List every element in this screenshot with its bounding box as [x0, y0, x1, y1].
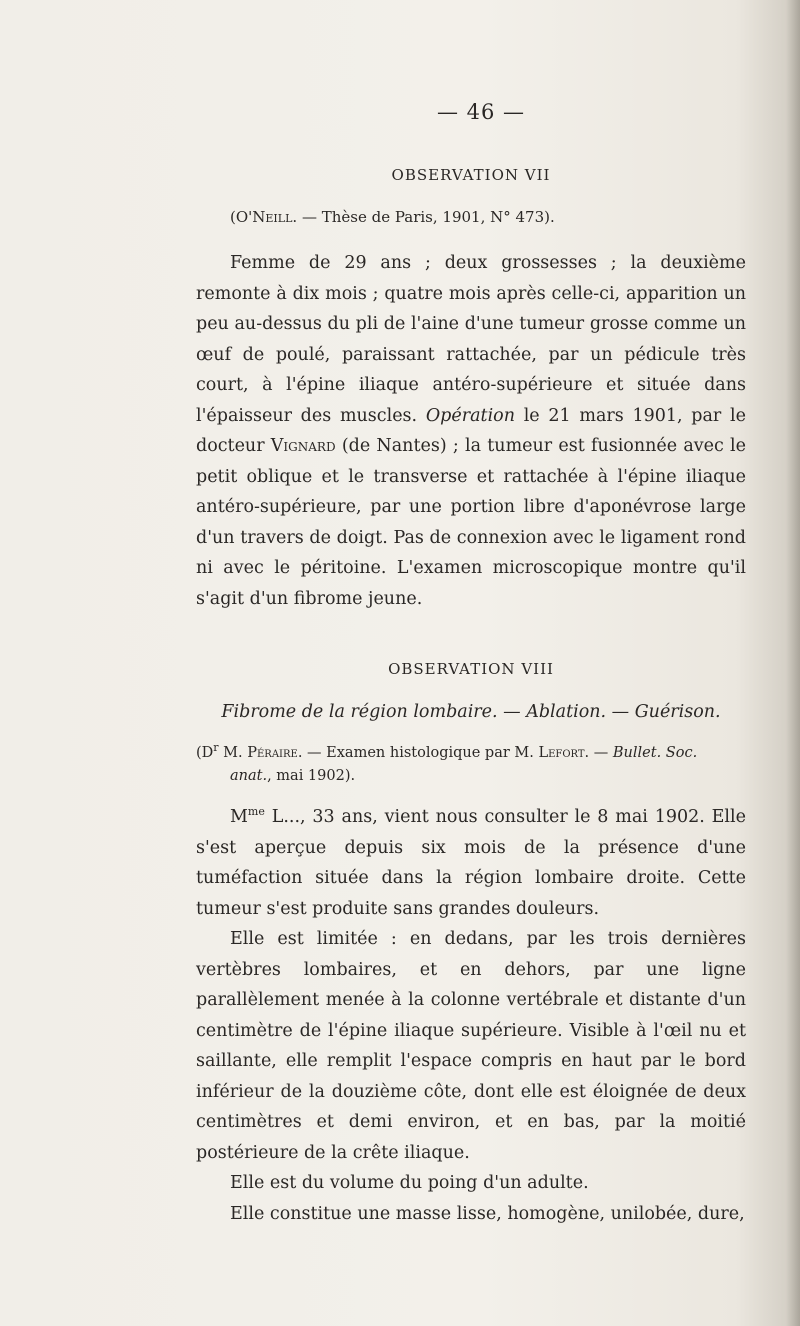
- observation-8-paragraph-1: [196, 802, 746, 924]
- observation-7-paragraph: [196, 248, 746, 614]
- ref-continuation: [196, 765, 746, 788]
- ref-name-1: M.: [218, 745, 248, 761]
- observation-7-reference: [196, 208, 746, 226]
- observation-7-paragraph-text: Femme de 29 ans ; deux grossesses ; la deuxième remonte à dix mois ; quatre mois après celle-ci, apparition un peu au-dessus du pli de l'aine d'une tumeur grosse comme un œuf de poulé, paraissant rattachée, par un pédicule très court, à l'épine iliaque antéro-supérieure et située dans l'épaisseur des muscles.: [196, 253, 746, 426]
- ref-text-2: —: [589, 745, 613, 761]
- observation-8-paragraph-3: Elle est du volume du poing d'un adulte.: [230, 1173, 589, 1194]
- ref-text-3: , mai 1902).: [267, 768, 356, 785]
- ref-author: Péraire.: [247, 745, 303, 761]
- observation-7-reference-author: (O'Neill.: [230, 208, 298, 226]
- observation-8-title: OBSERVATION VIII: [388, 660, 554, 678]
- ref-journal-2: anat.: [230, 768, 268, 785]
- ref-journal: Bullet. Soc.: [612, 745, 698, 761]
- observation-7-title: OBSERVATION VII: [391, 166, 551, 184]
- para1-sup: me: [247, 805, 265, 819]
- ref-open: (D: [196, 745, 214, 761]
- observation-8-paragraph-2: Elle est limitée : en dedans, par les trois dernières vertèbres lombaires, et en dehors, par une ligne parallèlement menée à la colonne vertébrale et distante d'un centimètre de l'épine iliaque supérieure. Visible à l'œil nu et saillante, elle remplit l'espace compris en haut par le bord inférieur de la douzième côte, dont elle est éloignée de deux centimètres et demi environ, et en bas, par la moitié postérieure de la crête iliaque.: [196, 929, 746, 1163]
- ref-text-1: — Examen histologique par M.: [302, 745, 539, 761]
- operation-text-1: le 21 mars 1901, par le docteur: [196, 405, 746, 456]
- observation-8-paragraph-4: Elle constitue une masse lisse, homogène, unilobée, dure,: [230, 1203, 745, 1224]
- section-spacer: [196, 614, 746, 660]
- observation-8-reference: [196, 742, 746, 788]
- para1-rest: L..., 33 ans, vient nous consulter le 8 mai 1902. Elle s'est aperçue depuis six mois de la présence d'une tuméfaction située dans la région lombaire droite. Cette tumeur s'est produite sans grandes douleurs.: [196, 807, 746, 919]
- page-number: — 46 —: [436, 100, 526, 124]
- operation-label: Opération: [425, 405, 515, 426]
- page-edge-shadow: [786, 0, 800, 1326]
- ref-sup: r: [213, 741, 219, 755]
- ref-author-2: Lefort.: [538, 745, 590, 761]
- page-content: [196, 100, 746, 1229]
- observation-7-reference-rest: — Thèse de Paris, 1901, N° 473).: [301, 208, 555, 226]
- operation-doctor: Vignard: [270, 436, 336, 456]
- observation-8: [196, 660, 746, 1229]
- observation-8-subtitle: Fibrome de la région lombaire. — Ablation. — Guérison.: [221, 702, 721, 722]
- observation-7: [196, 166, 746, 614]
- para1-prefix: M: [230, 807, 248, 828]
- operation-text-2: (de Nantes) ; la tumeur est fusionnée avec le petit oblique et le transverse et rattachée à l'épine iliaque antéro-supérieure, par une portion libre d'aponévrose large d'un travers de doigt. Pas de connexion avec le ligament rond ni avec le péritoine. L'examen microscopique montre qu'il s'agit d'un fibrome jeune.: [196, 436, 746, 609]
